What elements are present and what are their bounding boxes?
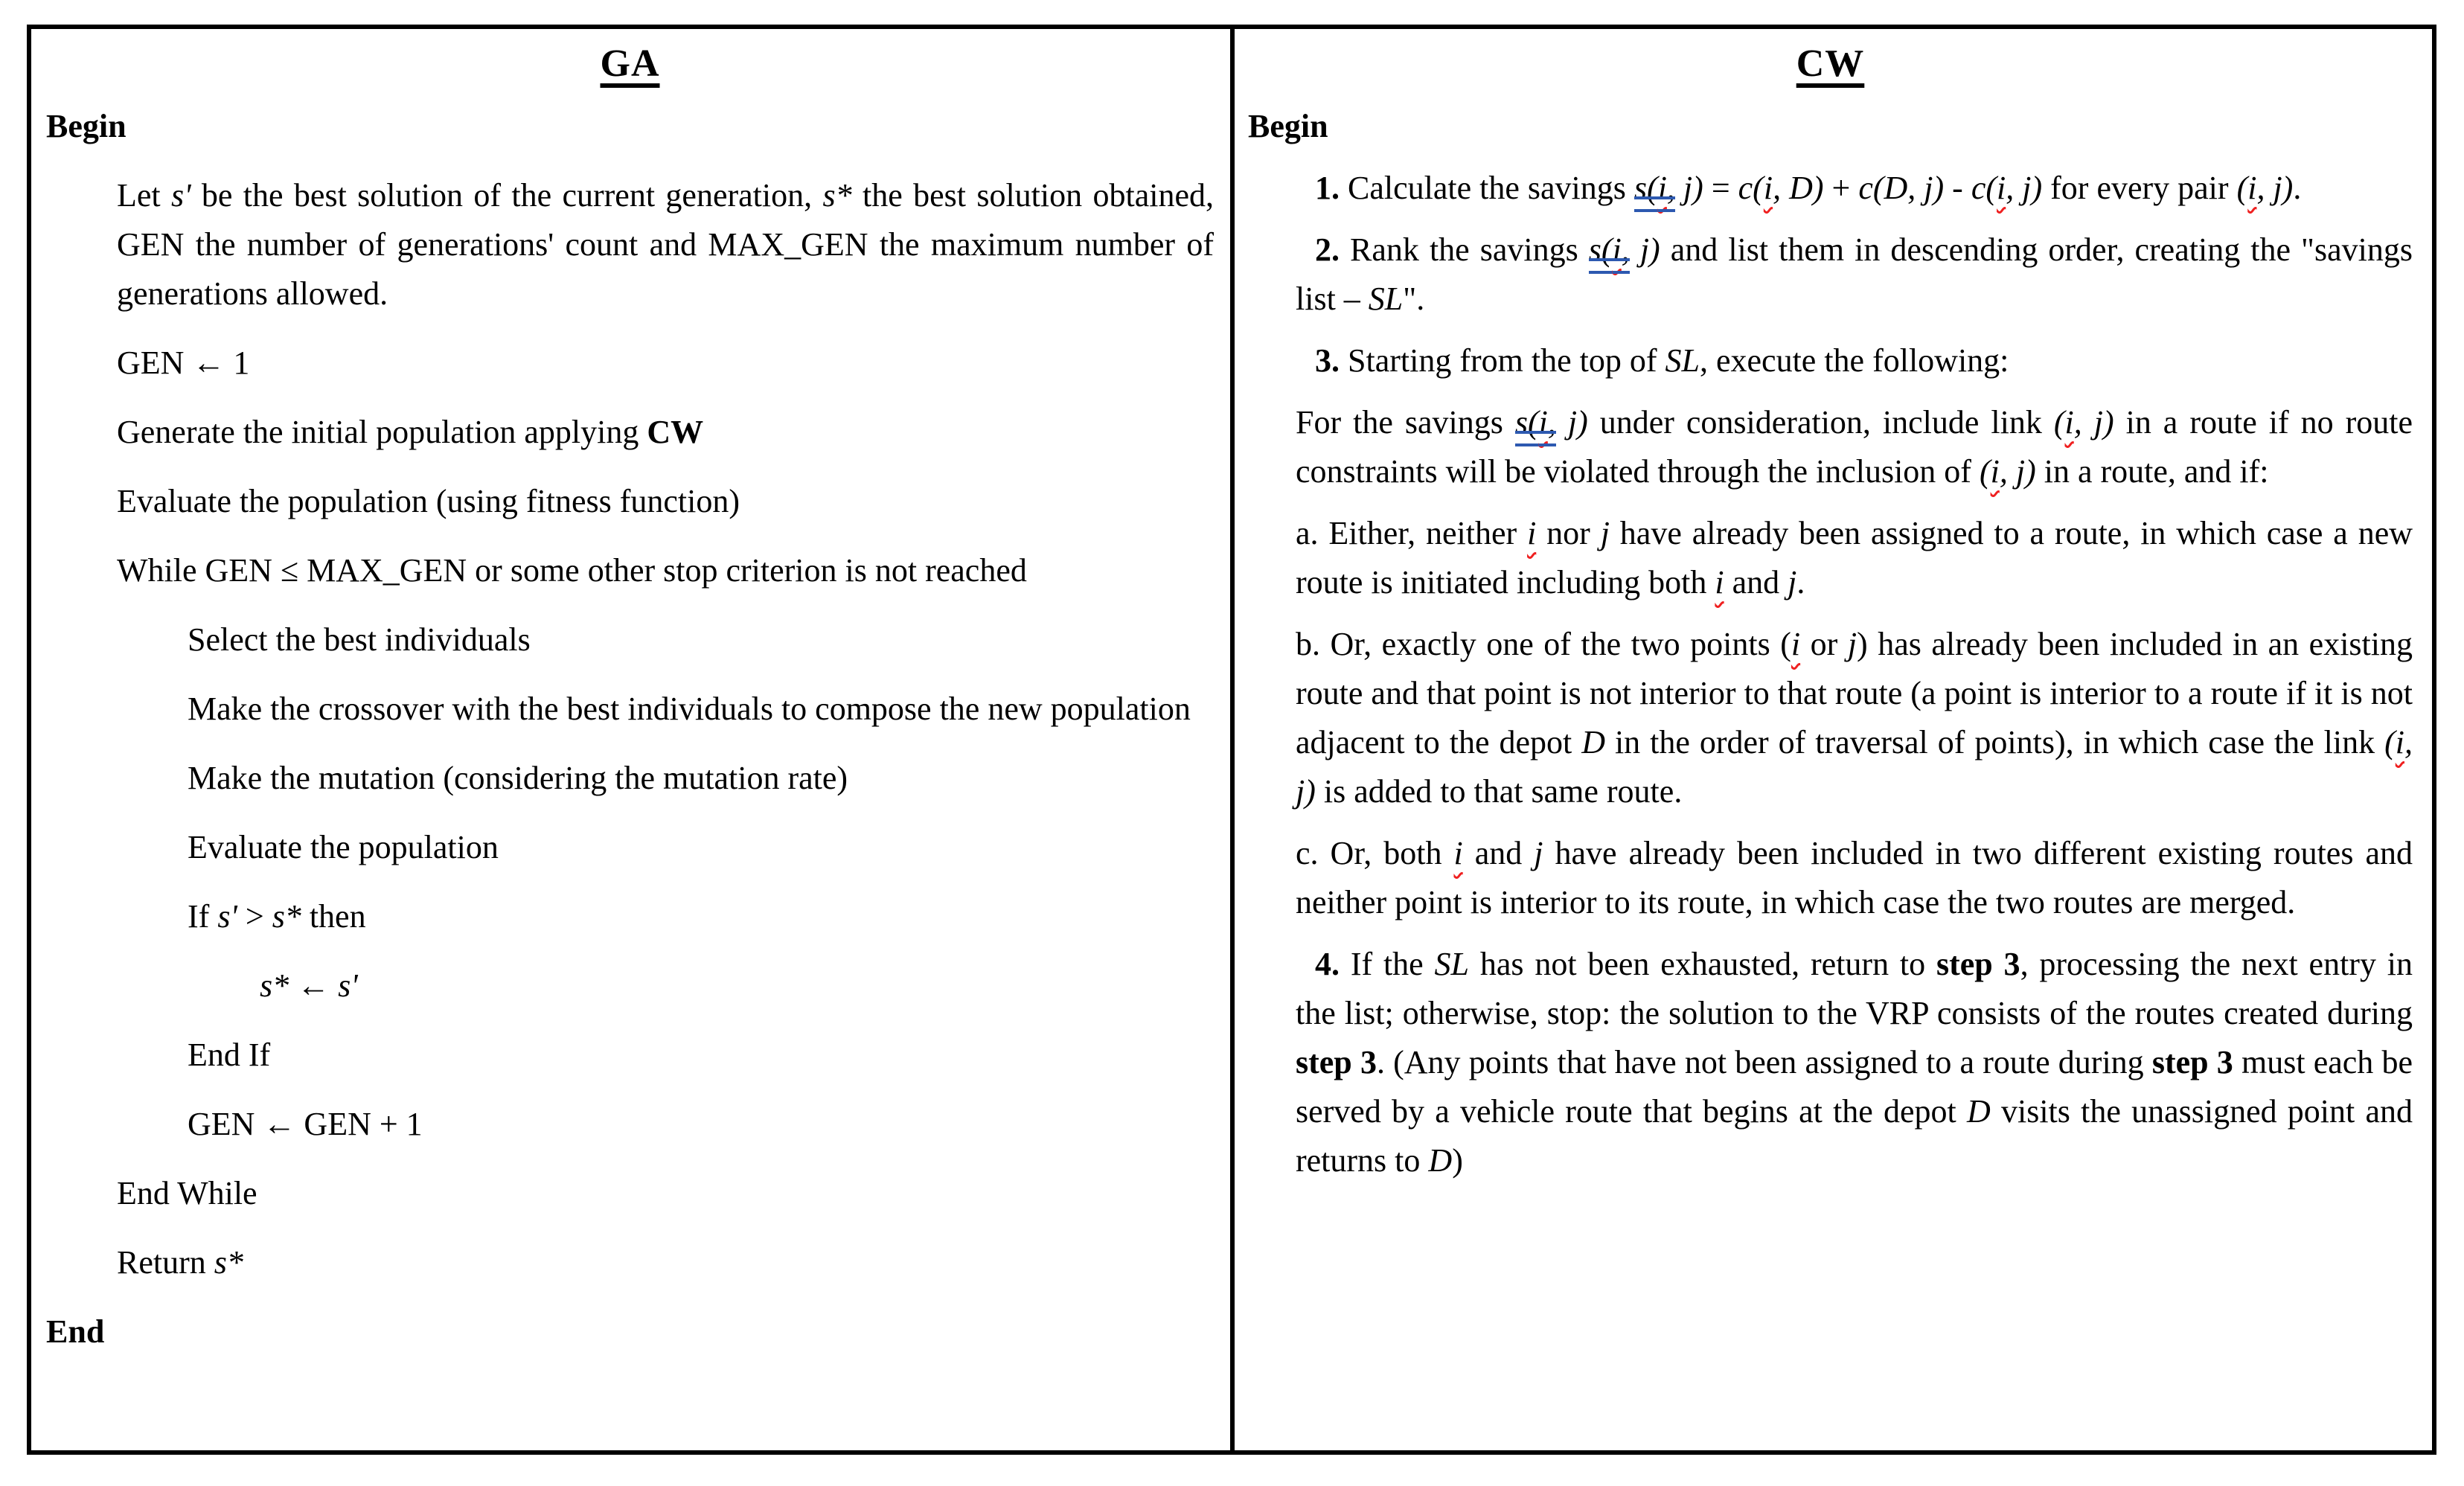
code-text-segment: Return [117, 1244, 214, 1281]
code-text-segment: Make the crossover with the best individuals to compose the new population [188, 691, 1191, 727]
code-text-segment: have already been included in two different existing routes and neither point is interior to its route, in which case the two routes are merged. [1296, 835, 2413, 920]
code-text-segment: s* [822, 177, 852, 214]
code-text-segment: step 3 [1936, 946, 2020, 982]
code-text-segment: or [1800, 626, 1848, 662]
code-text-segment: , execute the following: [1699, 342, 2009, 379]
code-text-segment: step 3 [2151, 1044, 2233, 1080]
code-text-segment: i [2247, 170, 2257, 206]
ga-line-14 [46, 1100, 1214, 1149]
cw-title-text: CW [1796, 42, 1865, 85]
code-text-segment: > [237, 898, 272, 935]
code-text-segment: has not been exhausted, return to [1469, 946, 1936, 982]
code-text-segment: i [1453, 835, 1463, 871]
code-text-segment: Let [117, 177, 171, 214]
code-text-segment: , j) [2073, 404, 2114, 441]
code-text-segment: and [1724, 564, 1788, 601]
code-text-segment: i [1527, 515, 1537, 551]
code-text-segment: the best solution obtained, GEN the number of generations' count and MAX_GEN the maximum number of generations allowed. [117, 177, 1215, 312]
code-text-segment: i [1715, 564, 1724, 601]
code-text-segment: If the [1340, 946, 1435, 982]
code-text-segment: 1. [1315, 170, 1340, 206]
code-text-segment: b. Or, exactly one of the two points ( [1296, 626, 1791, 662]
code-text-segment: 3. [1315, 342, 1340, 379]
ga-line-3 [46, 339, 1214, 388]
algorithm-comparison-table [27, 25, 2436, 1455]
code-text-segment: j) [1629, 231, 1660, 268]
cw-line-7 [1248, 620, 2413, 816]
code-text-segment: ( [2053, 404, 2065, 441]
code-text-segment: j [1788, 564, 1797, 601]
code-text-segment: Make the mutation (considering the mutation rate) [188, 760, 848, 796]
code-text-segment: step 3 [1296, 1044, 1377, 1080]
code-text-segment: , j) [2006, 170, 2043, 206]
code-text-segment: ← [289, 967, 339, 1004]
code-text-segment: Calculate the savings [1340, 170, 1634, 206]
code-text-segment: s* [272, 898, 301, 935]
code-text-segment: c(D, j) [1858, 170, 1945, 206]
code-text-segment: - [1944, 170, 1971, 206]
code-text-segment: be the best solution of the current generation, [191, 177, 823, 214]
cw-line-6 [1248, 509, 2413, 607]
code-text-segment: c( [1971, 170, 1997, 206]
code-text-segment: , [1547, 404, 1556, 441]
code-text-segment: and list them in descending order, creating the "savings list – [1296, 231, 2413, 317]
cw-panel [1235, 29, 2432, 1450]
code-text-segment: Evaluate the population (using fitness function) [117, 483, 740, 519]
code-text-segment: End While [117, 1175, 257, 1211]
code-text-segment: for every pair [2042, 170, 2237, 206]
code-text-segment: Evaluate the population [188, 829, 499, 865]
code-text-segment: s' [217, 898, 237, 935]
code-text-segment: , j) [1999, 453, 2036, 490]
code-text-segment: ) [1452, 1142, 1463, 1179]
code-text-segment: visits the unassigned point and returns to [1296, 1093, 2413, 1179]
ga-line-5 [46, 477, 1214, 526]
ga-pseudocode [46, 102, 1214, 1357]
code-text-segment: , D) [1773, 170, 1824, 206]
code-text-segment: i [1791, 626, 1801, 662]
code-text-segment: Generate the initial population applying [117, 414, 647, 450]
code-text-segment: If [188, 898, 218, 935]
code-text-segment: i [1538, 404, 1548, 441]
code-text-segment: must each be served by a vehicle route that begins at the depot [1296, 1044, 2413, 1130]
ga-line-1 [46, 102, 1214, 151]
ga-line-16 [46, 1238, 1214, 1287]
code-text-segment: 2. [1315, 231, 1340, 268]
code-text-segment: s' [338, 967, 358, 1004]
ga-line-6 [46, 546, 1214, 595]
code-text-segment: j) [1555, 404, 1588, 441]
code-text-segment: While GEN ≤ MAX_GEN or some other stop criterion is not reached [117, 552, 1027, 589]
code-text-segment: SL [1368, 281, 1404, 317]
code-text-segment: ( [1979, 453, 1991, 490]
code-text-segment: , [1666, 170, 1675, 206]
code-text-segment: . (Any points that have not been assigned to a route during [1376, 1044, 2152, 1080]
cw-line-3 [1248, 225, 2413, 324]
cw-line-1 [1248, 102, 2413, 151]
code-text-segment: ) has already been included in an existing route and that point is not interior to that route (a point is interior to a route if it is not adjacent to the depot [1296, 626, 2413, 760]
code-text-segment: is added to that same route. [1315, 773, 1683, 810]
code-text-segment: Select the best individuals [188, 621, 531, 658]
code-text-segment: ( [2236, 170, 2248, 206]
ga-line-7 [46, 615, 1214, 664]
code-text-segment: then [301, 898, 366, 935]
cw-line-9 [1248, 940, 2413, 1185]
code-text-segment: have already been assigned to a route, in which case a new route is initiated including both [1296, 515, 2413, 601]
code-text-segment: s* [214, 1244, 243, 1281]
code-text-segment: GEN ← GEN + 1 [188, 1106, 423, 1142]
code-text-segment: CW [647, 414, 704, 450]
code-text-segment: i [1997, 170, 2006, 206]
code-text-segment: i [1990, 453, 2000, 490]
code-text-segment: Begin [46, 108, 127, 144]
ga-line-8 [46, 685, 1214, 734]
code-text-segment: s( [1633, 170, 1658, 206]
cw-line-2 [1248, 164, 2413, 213]
code-text-segment: + [1823, 170, 1859, 206]
ga-line-12 [46, 961, 1214, 1011]
code-text-segment: j [1847, 626, 1857, 662]
code-text-segment: = [1703, 170, 1738, 206]
code-text-segment: j [1534, 835, 1543, 871]
code-text-segment: Rank the savings [1340, 231, 1589, 268]
code-text-segment: . [1796, 564, 1805, 601]
code-text-segment: ( [2384, 724, 2396, 760]
code-text-segment: GEN ← 1 [117, 345, 250, 381]
ga-line-9 [46, 754, 1214, 803]
code-text-segment: 4. [1315, 946, 1340, 982]
code-text-segment: SL [1434, 946, 1470, 982]
ga-panel [31, 29, 1235, 1450]
code-text-segment: s( [1588, 231, 1613, 268]
code-text-segment: For the savings [1296, 404, 1515, 441]
code-text-segment: nor [1536, 515, 1601, 551]
ga-line-13 [46, 1031, 1214, 1080]
code-text-segment: i [1612, 231, 1622, 268]
code-text-segment: ". [1403, 281, 1425, 317]
code-text-segment: Starting from the top of [1340, 342, 1665, 379]
code-text-segment: D [1967, 1093, 1991, 1130]
ga-line-17 [46, 1307, 1214, 1357]
code-text-segment: in a route if no route constraints will be violated through the inclusion of [1296, 404, 2413, 490]
code-text-segment: s' [171, 177, 191, 214]
code-text-segment: , [1621, 231, 1630, 268]
code-text-segment: a. Either, neither [1296, 515, 1528, 551]
code-text-segment: j [1600, 515, 1610, 551]
code-text-segment: in the order of traversal of points), in which case the link [1604, 724, 2385, 760]
code-text-segment: SL [1665, 342, 1700, 379]
code-text-segment: s( [1514, 404, 1539, 441]
code-text-segment: i [1657, 170, 1667, 206]
code-text-segment: i [2395, 724, 2404, 760]
code-text-segment: , j) [1296, 724, 2413, 810]
code-text-segment: in a route, and if: [2035, 453, 2269, 490]
code-text-segment: Begin [1248, 108, 1328, 144]
cw-line-4 [1248, 336, 2413, 385]
ga-title [46, 41, 1214, 87]
code-text-segment: s* [260, 967, 289, 1004]
code-text-segment: End If [188, 1037, 271, 1073]
code-text-segment: under consideration, include link [1587, 404, 2054, 441]
cw-line-5 [1248, 398, 2413, 496]
code-text-segment: i [2064, 404, 2074, 441]
code-text-segment: , processing the next entry in the list; otherwise, stop: the solution to the VRP consists of the routes created during [1296, 946, 2413, 1031]
code-text-segment: D [1581, 724, 1605, 760]
ga-line-15 [46, 1169, 1214, 1218]
code-text-segment: c( [1738, 170, 1764, 206]
code-text-segment: End [46, 1313, 105, 1350]
code-text-segment: . [2293, 170, 2302, 206]
code-text-segment: c. Or, both [1296, 835, 1454, 871]
cw-pseudocode [1248, 102, 2413, 1185]
code-text-segment: and [1462, 835, 1535, 871]
ga-title-text: GA [600, 42, 660, 85]
code-text-segment: , j) [2256, 170, 2294, 206]
code-text-segment: D [1428, 1142, 1453, 1179]
ga-line-10 [46, 823, 1214, 872]
code-text-segment: j) [1674, 170, 1703, 206]
ga-line-4 [46, 408, 1214, 457]
cw-title [1248, 41, 2413, 87]
ga-line-11 [46, 892, 1214, 941]
cw-line-8 [1248, 829, 2413, 927]
ga-line-2 [46, 171, 1214, 318]
code-text-segment: i [1763, 170, 1773, 206]
